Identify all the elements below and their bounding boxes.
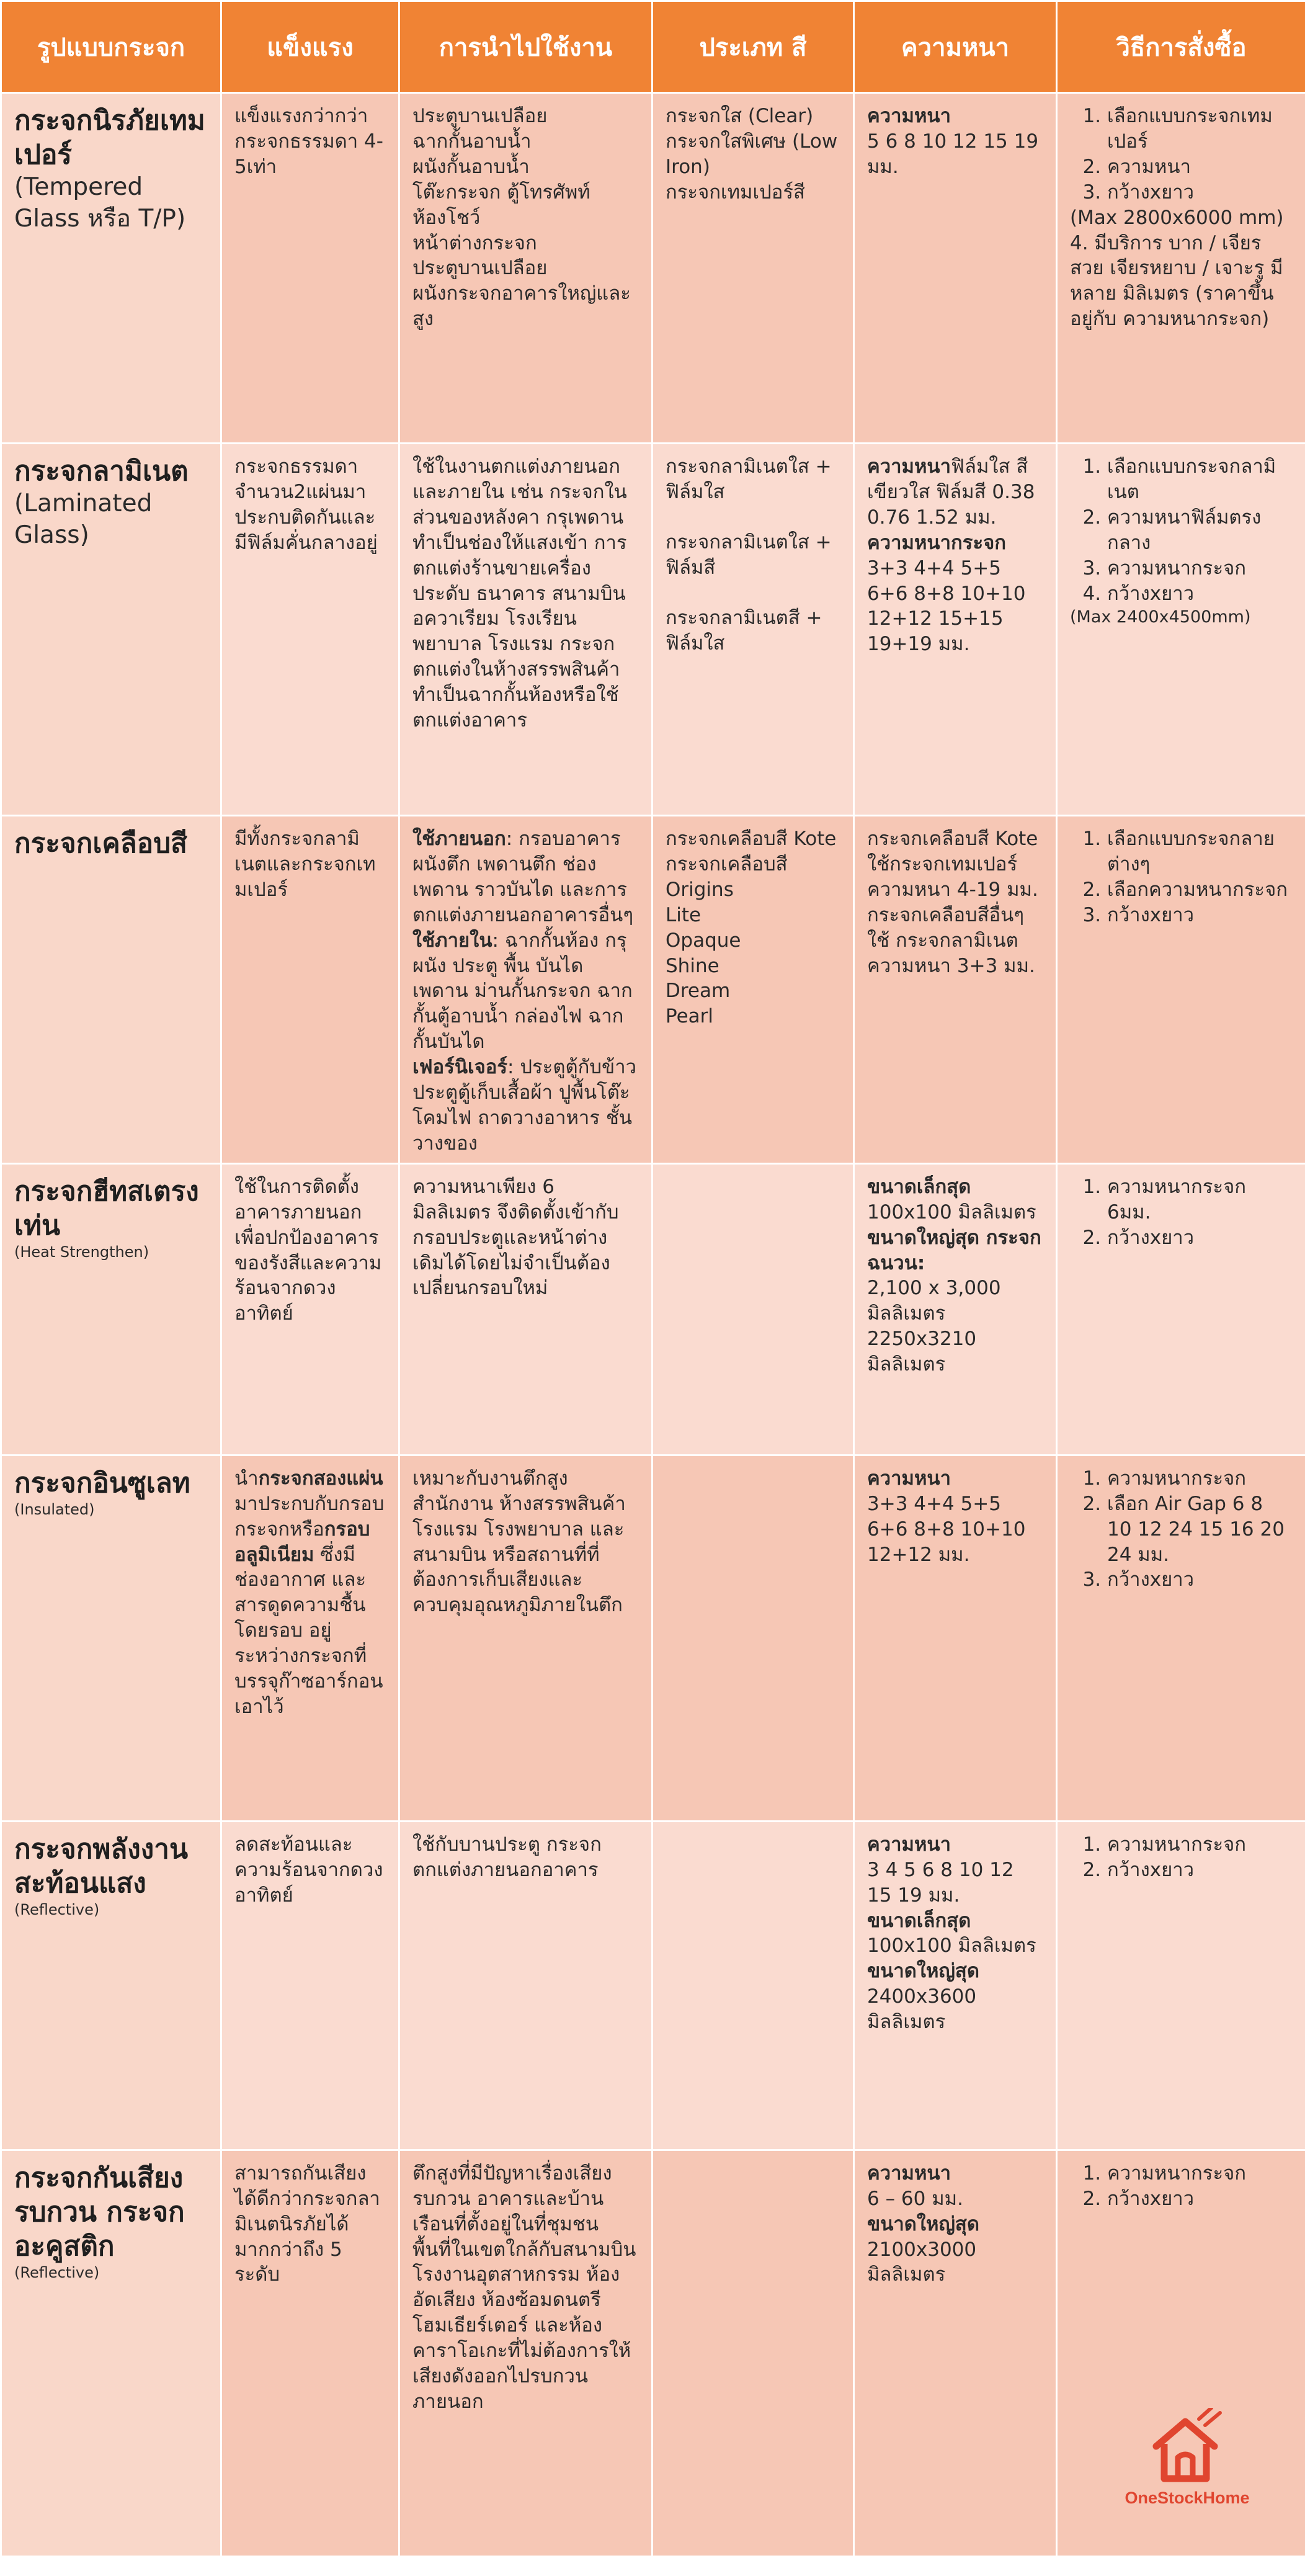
brand-name: OneStockHome xyxy=(1125,2489,1250,2507)
thickness-value: 2400x3600 มิลลิเมตร xyxy=(867,1985,977,2034)
ordering-step: 2. กว้างxยาว xyxy=(1107,2186,1293,2212)
strength-text: กระจกธรรมดาจำนวน2แผ่นมาประกบติดกันและมีฟิล์มคั่นกลางอยู่ xyxy=(234,455,378,554)
strength-text: สามารถกันเสียงได้ดีกว่ากระจกลามิเนตนิรภัยได้มากกว่าถึง 5 ระดับ xyxy=(234,2162,380,2286)
glass-name-english: (Heat Strengthen) xyxy=(14,1243,149,1261)
ordering-steps xyxy=(1070,454,1293,606)
glass-name-cell xyxy=(1,1455,221,1821)
ordering-step: 2. เลือก Air Gap 6 8 10 12 24 15 16 20 24 มม. xyxy=(1107,1491,1293,1568)
usage-line: ประตูบานเปลือย xyxy=(412,257,548,280)
type-line: กระจกลามิเนตสี + ฟิล์มใส xyxy=(666,606,822,655)
table-row xyxy=(1,1455,1305,1821)
ordering-steps xyxy=(1070,1174,1293,1251)
usage-cell xyxy=(399,1455,652,1821)
ordering-step: 1. ความหนากระจก xyxy=(1107,2161,1293,2186)
ordering-steps xyxy=(1070,1466,1293,1593)
thickness-label: ขนาดเล็กสุด xyxy=(867,1909,971,1932)
header-thickness: ความหนา xyxy=(854,1,1057,93)
type-line: Lite xyxy=(666,903,701,926)
strength-cell xyxy=(221,444,399,816)
thickness-label: ขนาดใหญ่สุด xyxy=(867,1960,979,1983)
thickness-label: ความหนา xyxy=(867,455,951,478)
ordering-step: 3. ความหนากระจก xyxy=(1107,556,1293,581)
strength-text-bold: กรอบอลูมิเนียม xyxy=(234,1518,370,1566)
thickness-value: 2100x3000 มิลลิเมตร xyxy=(867,2238,977,2286)
ordering-steps xyxy=(1070,826,1293,928)
strength-cell xyxy=(221,816,399,1164)
thickness-label: ขนาดใหญ่สุด xyxy=(867,2212,979,2235)
thickness-label: ความหนา xyxy=(867,105,951,127)
usage-outside-text: : กรอบอาคาร ผนังตึก เพดานตึก ช่องเพดาน ราวบันได และการตกแต่งภายนอกอาคารอื่นๆ xyxy=(412,828,634,926)
strength-cell xyxy=(221,1455,399,1821)
usage-text: ใช้กับบานประตู กระจกตกแต่งภายนอกอาคาร xyxy=(412,1833,602,1881)
strength-cell xyxy=(221,2150,399,2556)
glass-name-english: (Laminated Glass) xyxy=(14,490,153,549)
ordering-cell xyxy=(1057,1821,1305,2150)
strength-text: ใช้ในการติดตั้งอาคารภายนอกเพื่อปกป้องอาคารของรังสีและความร้อนจากดวงอาทิตย์ xyxy=(234,1175,382,1325)
strength-cell xyxy=(221,93,399,444)
header-color-type: ประเภท สี xyxy=(652,1,854,93)
type-line: กระจกเทมเปอร์สี xyxy=(666,181,805,203)
ordering-steps xyxy=(1070,2161,1293,2212)
glass-name-cell xyxy=(1,1163,221,1455)
usage-cell xyxy=(399,816,652,1164)
thickness-value: 5 6 8 10 12 15 19 มม. xyxy=(867,130,1039,178)
usage-inside-text: : ฉากกั้นห้อง กรุผนัง ประตู พื้น บันได เพดาน ม่านกั้นกระจก ฉากกั้นตู้อาบน้ำ กล่องไฟ ฉากกั้นบันได xyxy=(412,929,633,1053)
thickness-label: ขนาดใหญ่สุด กระจกฉนวน: xyxy=(867,1226,1041,1274)
thickness-label: ความหนา xyxy=(867,1467,951,1490)
ordering-step: 1. เลือกแบบกระจกเทมเปอร์ xyxy=(1107,104,1293,154)
type-line: กระจกใสพิเศษ (Low Iron) xyxy=(666,130,838,178)
thickness-cell xyxy=(854,93,1057,444)
type-line: กระจกลามิเนตใส + ฟิล์มสี xyxy=(666,530,832,579)
glass-name-thai: กระจกลามิเนต xyxy=(14,455,189,487)
header-strength: แข็งแรง xyxy=(221,1,399,93)
thickness-value: ฟิล์มใส สีเขียวใส ฟิล์มสี 0.38 0.76 1.52 มม. xyxy=(867,455,1035,529)
strength-text: ลดสะท้อนและความร้อนจากดวงอาทิตย์ xyxy=(234,1833,383,1907)
color-type-cell xyxy=(652,1163,854,1455)
color-type-cell xyxy=(652,1455,854,1821)
thickness-cell xyxy=(854,816,1057,1164)
header-glass-type: รูปแบบกระจก xyxy=(1,1,221,93)
table-row xyxy=(1,2150,1305,2556)
thickness-cell xyxy=(854,1163,1057,1455)
usage-text: ตึกสูงที่มีปัญหาเรื่องเสียงรบกวน อาคารและบ้านเรือนที่ตั้งอยู่ในที่ชุมชน พื้นที่ในเขตใกล้กับสนามบิน โรงงานอุตสาหกรรม ห้องอัดเสียง ห้องซ้อมดนตรี โฮมเธียร์เตอร์ และห้องคาราโอเกะที่ไม่ต้องการให้เสียงดังออกไปรบกวนภายนอก xyxy=(412,2162,636,2413)
ordering-step: 4. กว้างxยาว xyxy=(1107,581,1293,607)
strength-text: แข็งแรงกว่ากว่ากระจกธรรมดา 4-5เท่า xyxy=(234,105,383,178)
glass-name-english: (Reflective) xyxy=(14,2263,100,2281)
thickness-cell xyxy=(854,1455,1057,1821)
ordering-cell xyxy=(1057,93,1305,444)
ordering-step: 2. เลือกความหนากระจก xyxy=(1107,877,1293,903)
ordering-step: 1. ความหนากระจก xyxy=(1107,1832,1293,1858)
type-line: Opaque xyxy=(666,929,741,952)
usage-line: ฉากกั้นอาบน้ำ xyxy=(412,130,532,153)
strength-cell xyxy=(221,1821,399,2150)
ordering-note: (Max 2800x6000 mm) xyxy=(1070,206,1284,229)
ordering-step: 2. ความหนา xyxy=(1107,154,1293,180)
thickness-value: 100x100 มิลลิเมตร xyxy=(867,1201,1036,1223)
table-row xyxy=(1,444,1305,816)
ordering-step: 1. ความหนากระจก xyxy=(1107,1466,1293,1491)
glass-name-thai: กระจกอินซูเลท xyxy=(14,1467,190,1499)
ordering-steps xyxy=(1070,104,1293,205)
thickness-value: 3+3 4+4 5+5 6+6 8+8 10+10 12+12 15+15 19+19 มม. xyxy=(867,557,1026,656)
glass-name-cell xyxy=(1,93,221,444)
usage-cell xyxy=(399,93,652,444)
glass-name-thai: กระจกกันเสียงรบกวน กระจกอะคูสติก xyxy=(14,2162,185,2262)
brand-logo xyxy=(1113,2408,1262,2508)
ordering-note: (Max 2400x4500mm) xyxy=(1070,607,1251,627)
usage-text: ใช้ในงานตกแต่งภายนอกและภายใน เช่น กระจกในส่วนของหลังคา กรุเพดานทำเป็นช่องให้แสงเข้า การตกแต่งร้านขายเครื่องประดับ ธนาคาร สนามบิน อควาเรียม โรงเรียนพยาบาล โรงแรม กระจกตกแต่งในห้างสรรพสินค้า ทำเป็นฉากกั้นห้องหรือใช้ตกแต่งอาคาร xyxy=(412,455,627,732)
header-row xyxy=(1,1,1305,93)
usage-outside-label: ใช้ภายนอก xyxy=(412,828,506,850)
type-line: กระจกลามิเนตใส + ฟิล์มใส xyxy=(666,455,832,503)
ordering-step: 1. เลือกแบบกระจกลามิเนต xyxy=(1107,454,1293,505)
usage-line: ผนังกั้นอาบน้ำ xyxy=(412,155,530,178)
usage-furniture-text: : ประตูตู้กับข้าว ประตูตู้เก็บเสื้อผ้า ปูพื้นโต๊ะ โคมไฟ ถาดวางอาหาร ชั้นวางของ xyxy=(412,1056,637,1155)
table-row xyxy=(1,816,1305,1164)
usage-cell xyxy=(399,1821,652,2150)
thickness-text: กระจกเคลือบสี Kote ใช้กระจกเทมเปอร์ ความหนา 4-19 มม. กระจกเคลือบสีอื่นๆใช้ กระจกลามิเนต ความหนา 3+3 มม. xyxy=(867,828,1038,977)
ordering-step: 2. ความหนาฟิล์มตรงกลาง xyxy=(1107,505,1293,556)
glass-name-cell xyxy=(1,816,221,1164)
glass-name-cell xyxy=(1,2150,221,2556)
ordering-cell xyxy=(1057,444,1305,816)
color-type-cell xyxy=(652,816,854,1164)
usage-furniture-label: เฟอร์นิเจอร์ xyxy=(412,1056,508,1079)
strength-text: มีทั้งกระจกลามิเนตและกระจกเทมเปอร์ xyxy=(234,828,376,901)
thickness-value: 3+3 4+4 5+5 6+6 8+8 10+10 12+12 มม. xyxy=(867,1492,1026,1566)
type-line: Dream xyxy=(666,980,731,1003)
usage-line: ผนังกระจกอาคารใหญ่และสูง xyxy=(412,282,631,331)
ordering-step: 2. กว้างxยาว xyxy=(1107,1225,1293,1251)
house-logo-icon xyxy=(1147,2408,1227,2489)
header-usage: การนำไปใช้งาน xyxy=(399,1,652,93)
glass-name-cell xyxy=(1,444,221,816)
type-line: Pearl xyxy=(666,1005,714,1028)
usage-cell xyxy=(399,2150,652,2556)
glass-name-thai: กระจกนิรภัยเทมเปอร์ xyxy=(14,105,205,171)
thickness-label: ความหนา xyxy=(867,2162,951,2185)
thickness-value: 6 – 60 มม. xyxy=(867,2187,963,2210)
strength-text-bold: กระจกสองแผ่น xyxy=(258,1467,383,1490)
color-type-cell xyxy=(652,2150,854,2556)
usage-text: เหมาะกับงานตึกสูง สำนักงาน ห้างสรรพสินค้า โรงแรม โรงพยาบาล และสนามบิน หรือสถานที่ที่ต้องการเก็บเสียงและควบคุมอุณหภูมิภายในตึก xyxy=(412,1467,626,1617)
color-type-cell xyxy=(652,444,854,816)
type-line: กระจกเคลือบสี Kote xyxy=(666,828,837,850)
color-type-cell xyxy=(652,93,854,444)
ordering-step: 1. ความหนากระจก 6มม. xyxy=(1107,1174,1293,1225)
usage-cell xyxy=(399,444,652,816)
ordering-cell xyxy=(1057,1163,1305,1455)
ordering-step: 3. กว้างxยาว xyxy=(1107,1567,1293,1593)
glass-name-thai: กระจกฮีทสเตรงเท่น xyxy=(14,1175,199,1241)
table-row xyxy=(1,93,1305,444)
strength-cell xyxy=(221,1163,399,1455)
thickness-label: ความหนา xyxy=(867,1833,951,1856)
usage-line: ห้องโชว์ xyxy=(412,206,481,229)
ordering-step: 1. เลือกแบบกระจกลายต่างๆ xyxy=(1107,826,1293,877)
ordering-extra: 4. มีบริการ บาก / เจียรสวย เจียรหยาบ / เจาะรู มีหลาย มิลิเมตร (ราคาขึ้นอยู่กับ ความหนากระจก) xyxy=(1070,231,1283,331)
ordering-steps xyxy=(1070,1832,1293,1883)
thickness-cell xyxy=(854,2150,1057,2556)
glass-name-thai: กระจกพลังงานสะท้อนแสง xyxy=(14,1833,189,1899)
ordering-step: 3. กว้างxยาว xyxy=(1107,180,1293,205)
thickness-value: 2,100 x 3,000 มิลลิเมตร 2250x3210 มิลลิเมตร xyxy=(867,1277,1001,1376)
ordering-step: 2. กว้างxยาว xyxy=(1107,1858,1293,1883)
usage-line: หน้าต่างกระจก xyxy=(412,231,537,254)
thickness-value: 100x100 มิลลิเมตร xyxy=(867,1934,1036,1957)
usage-line: ประตูบานเปลือย xyxy=(412,105,548,127)
thickness-value: 3 4 5 6 8 10 12 15 19 มม. xyxy=(867,1858,1014,1907)
glass-name-english: (Tempered Glass หรือ T/P) xyxy=(14,173,186,233)
type-line: กระจกเคลือบสี Origins xyxy=(666,852,788,901)
glass-name-cell xyxy=(1,1821,221,2150)
usage-inside-label: ใช้ภายใน xyxy=(412,929,492,952)
table-row xyxy=(1,1821,1305,2150)
glass-name-english: (Reflective) xyxy=(14,1900,100,1918)
strength-text: ซึ่งมีช่องอากาศ และสารดูดความชื้นโดยรอบ อยู่ระหว่างกระจกที่บรรจุก๊าซอาร์กอนเอาไว้ xyxy=(234,1543,383,1718)
usage-text: ความหนาเพียง 6 มิลลิเมตร จึงติดตั้งเข้ากับกรอบประตูและหน้าต่างเดิมได้โดยไม่จำเป็นต้องเปลี่ยนกรอบใหม่ xyxy=(412,1175,619,1300)
thickness-label: ขนาดเล็กสุด xyxy=(867,1175,971,1198)
ordering-cell xyxy=(1057,816,1305,1164)
thickness-cell xyxy=(854,444,1057,816)
usage-cell xyxy=(399,1163,652,1455)
thickness-cell xyxy=(854,1821,1057,2150)
color-type-cell xyxy=(652,1821,854,2150)
header-ordering: วิธีการสั่งซื้อ xyxy=(1057,1,1305,93)
usage-line: โต๊ะกระจก ตู้โทรศัพท์ xyxy=(412,181,590,203)
thickness-label: ความหนากระจก xyxy=(867,531,1007,554)
type-line: Shine xyxy=(666,954,719,977)
glass-name-english: (Insulated) xyxy=(14,1500,95,1518)
table-row xyxy=(1,1163,1305,1455)
strength-text: นำ xyxy=(234,1467,259,1490)
glass-name-thai: กระจกเคลือบสี xyxy=(14,828,187,859)
strength-text: มาประกบกับกรอบกระจกหรือ xyxy=(234,1492,385,1541)
ordering-step: 3. กว้างxยาว xyxy=(1107,903,1293,928)
ordering-cell xyxy=(1057,1455,1305,1821)
type-line: กระจกใส (Clear) xyxy=(666,105,814,127)
